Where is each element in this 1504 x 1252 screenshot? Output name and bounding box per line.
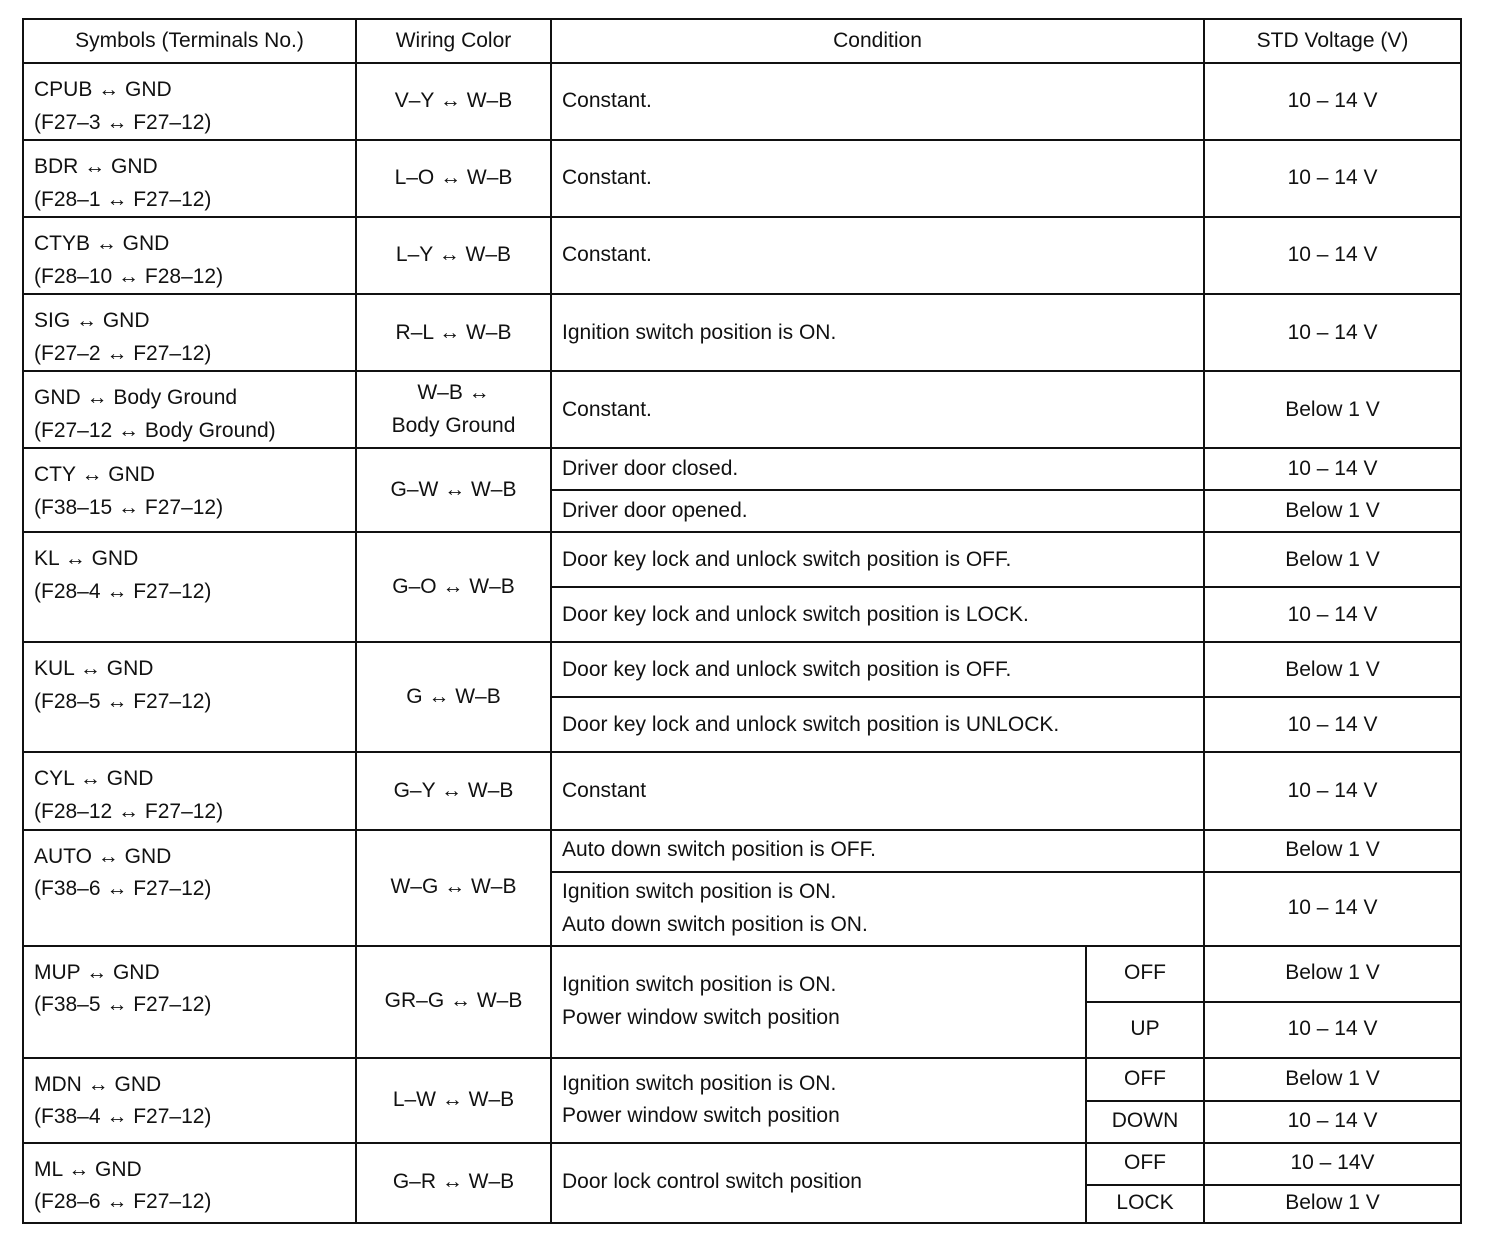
terminal-symbols-line-2: (F28–12 ↔ F27–12) [34,800,224,824]
condition-cell [551,697,1204,752]
terminal-symbols-cell [23,294,356,371]
wiring-color-cell [356,946,551,1058]
condition-cell [551,872,1204,946]
condition-line-1: Door key lock and unlock switch position is LOCK. [562,602,1029,626]
condition-cell [551,1143,1086,1223]
wiring-color-line-2: Body Ground [391,413,516,437]
wiring-color-cell [356,1058,551,1143]
std-voltage-cell: 10 – 14 V [1204,872,1461,946]
table-row [23,140,1461,217]
wiring-color-line-1: G ↔ W–B [406,685,501,709]
terminal-symbols-line-2: (F38–6 ↔ F27–12) [34,877,212,901]
std-voltage-cell: 10 – 14 V [1204,217,1461,294]
terminal-symbols-cell [23,140,356,217]
condition-line-1: Constant. [562,243,652,267]
terminal-symbols-line-2: (F38–5 ↔ F27–12) [34,993,212,1017]
switch-position-cell: UP [1086,1002,1204,1058]
terminal-symbols-cell [23,217,356,294]
terminal-symbols-cell [23,1143,356,1223]
terminal-symbols-line-2: (F28–1 ↔ F27–12) [34,187,212,211]
condition-cell [551,1058,1086,1143]
condition-line-1: Driver door opened. [562,499,748,523]
terminal-symbols-line-2: (F28–5 ↔ F27–12) [34,690,212,714]
wiring-color-cell [356,448,551,532]
condition-line-1: Driver door closed. [562,457,739,481]
table-row [23,532,1461,587]
header-wiring-color: Wiring Color [356,19,551,63]
std-voltage-cell: 10 – 14V [1204,1143,1461,1185]
std-voltage-cell: Below 1 V [1204,532,1461,587]
condition-cell [551,642,1204,697]
condition-cell [551,448,1204,490]
condition-cell [551,217,1204,294]
condition-line-1: Constant. [562,89,652,113]
condition-cell [551,371,1204,448]
std-voltage-cell: Below 1 V [1204,642,1461,697]
condition-line-1: Ignition switch position is ON. [562,973,837,997]
condition-cell [551,490,1204,532]
header-symbols: Symbols (Terminals No.) [23,19,356,63]
condition-cell [551,946,1086,1058]
table-row [23,294,1461,371]
wiring-color-line-1: L–W ↔ W–B [392,1087,515,1111]
condition-line-1: Ignition switch position is ON. [562,1071,837,1095]
terminal-symbols-line-2: (F28–6 ↔ F27–12) [34,1190,212,1214]
table-row [23,830,1461,872]
table-row [23,1143,1461,1185]
condition-line-1: Door key lock and unlock switch position is UNLOCK. [562,712,1060,736]
wiring-color-cell [356,217,551,294]
condition-line-1: Constant. [562,166,652,190]
wiring-color-cell [356,642,551,752]
terminal-symbols-line-2: (F27–2 ↔ F27–12) [34,341,212,365]
header-std-voltage: STD Voltage (V) [1204,19,1461,63]
terminal-symbols-line-1: KL ↔ GND [34,547,139,571]
terminal-symbols-line-1: CYL ↔ GND [34,767,154,791]
terminal-symbols-line-2: (F27–3 ↔ F27–12) [34,110,212,134]
condition-line-2: Auto down switch position is ON. [562,912,868,936]
table-row [23,1058,1461,1101]
table-row [23,371,1461,448]
wiring-color-line-1: G–Y ↔ W–B [393,778,514,802]
terminal-symbols-line-1: MDN ↔ GND [34,1072,162,1096]
std-voltage-cell: 10 – 14 V [1204,1101,1461,1143]
wiring-color-cell [356,1143,551,1223]
condition-line-1: Door key lock and unlock switch position is OFF. [562,547,1012,571]
condition-line-1: Auto down switch position is OFF. [562,838,876,862]
table-row [23,642,1461,697]
std-voltage-cell: 10 – 14 V [1204,587,1461,642]
condition-cell [551,140,1204,217]
terminal-symbols-cell [23,1058,356,1143]
wiring-color-line-1: G–R ↔ W–B [392,1170,515,1194]
condition-cell [551,587,1204,642]
wiring-color-cell [356,140,551,217]
wiring-color-cell [356,830,551,946]
condition-line-2: Power window switch position [562,1104,840,1128]
terminal-symbols-line-1: CTY ↔ GND [34,463,155,487]
terminal-symbols-line-2: (F28–10 ↔ F28–12) [34,264,224,288]
terminal-symbols-line-1: KUL ↔ GND [34,657,154,681]
table-row [23,946,1461,1002]
header-condition: Condition [551,19,1204,63]
condition-line-1: Door lock control switch position [562,1170,862,1194]
wiring-color-line-1: V–Y ↔ W–B [394,89,513,113]
terminal-symbols-line-1: AUTO ↔ GND [34,844,172,868]
condition-line-1: Door key lock and unlock switch position is OFF. [562,657,1012,681]
wiring-color-line-1: GR–G ↔ W–B [384,989,523,1013]
std-voltage-cell: 10 – 14 V [1204,1002,1461,1058]
terminal-symbols-line-1: GND ↔ Body Ground [34,386,238,410]
wiring-color-cell [356,63,551,140]
std-voltage-cell: 10 – 14 V [1204,63,1461,140]
terminal-symbols-line-2: (F38–4 ↔ F27–12) [34,1105,212,1129]
switch-position-cell: DOWN [1086,1101,1204,1143]
terminal-symbols-line-2: (F28–4 ↔ F27–12) [34,580,212,604]
std-voltage-cell: Below 1 V [1204,946,1461,1002]
switch-position-cell: LOCK [1086,1185,1204,1223]
table-row [23,448,1461,490]
wiring-color-cell [356,532,551,642]
terminal-symbols-line-1: ML ↔ GND [34,1157,142,1181]
wiring-color-line-1: W–B ↔ [417,381,490,405]
wiring-color-line-1: L–Y ↔ W–B [395,243,512,267]
wiring-color-cell [356,294,551,371]
switch-position-cell: OFF [1086,1143,1204,1185]
condition-cell [551,752,1204,829]
wiring-color-line-1: G–O ↔ W–B [392,575,515,599]
voltage-spec-table [22,18,1462,1224]
condition-cell [551,830,1204,872]
terminal-symbols-cell [23,371,356,448]
condition-line-1: Constant [562,778,647,802]
terminal-symbols-cell [23,946,356,1058]
std-voltage-cell: Below 1 V [1204,1185,1461,1223]
terminal-symbols-line-1: MUP ↔ GND [34,960,160,984]
wiring-color-line-1: W–G ↔ W–B [390,875,517,899]
terminal-symbols-line-2: (F38–15 ↔ F27–12) [34,496,224,520]
switch-position-cell: OFF [1086,946,1204,1002]
std-voltage-cell: Below 1 V [1204,371,1461,448]
condition-cell [551,294,1204,371]
condition-line-1: Ignition switch position is ON. [562,320,837,344]
terminal-symbols-line-1: SIG ↔ GND [34,309,150,333]
wiring-color-line-1: R–L ↔ W–B [395,320,512,344]
switch-position-cell: OFF [1086,1058,1204,1101]
terminal-symbols-cell [23,830,356,946]
terminal-symbols-cell [23,532,356,642]
terminal-symbols-cell [23,752,356,829]
condition-cell [551,532,1204,587]
terminal-symbols-line-1: CTYB ↔ GND [34,232,170,256]
table-row [23,752,1461,829]
condition-line-1: Constant. [562,397,652,421]
voltage-spec-table-wrapper [22,18,1462,1224]
std-voltage-cell: Below 1 V [1204,1058,1461,1101]
wiring-color-line-1: G–W ↔ W–B [390,478,517,502]
std-voltage-cell: Below 1 V [1204,490,1461,532]
condition-line-1: Ignition switch position is ON. [562,880,837,904]
terminal-symbols-line-1: CPUB ↔ GND [34,78,172,101]
table-row [23,217,1461,294]
wiring-color-cell [356,371,551,448]
terminal-symbols-cell [23,448,356,532]
terminal-symbols-cell [23,63,356,140]
std-voltage-cell: 10 – 14 V [1204,697,1461,752]
std-voltage-cell: 10 – 14 V [1204,140,1461,217]
terminal-symbols-cell [23,642,356,752]
terminal-symbols-line-2: (F27–12 ↔ Body Ground) [34,418,276,442]
std-voltage-cell: 10 – 14 V [1204,752,1461,829]
wiring-color-cell [356,752,551,829]
terminal-symbols-line-1: BDR ↔ GND [34,155,158,179]
std-voltage-cell: 10 – 14 V [1204,294,1461,371]
table-body [23,63,1461,1223]
std-voltage-cell: 10 – 14 V [1204,448,1461,490]
header-row [23,19,1461,63]
condition-line-2: Power window switch position [562,1005,840,1029]
std-voltage-cell: Below 1 V [1204,830,1461,872]
table-row [23,63,1461,140]
condition-cell [551,63,1204,140]
wiring-color-line-1: L–O ↔ W–B [394,166,513,190]
